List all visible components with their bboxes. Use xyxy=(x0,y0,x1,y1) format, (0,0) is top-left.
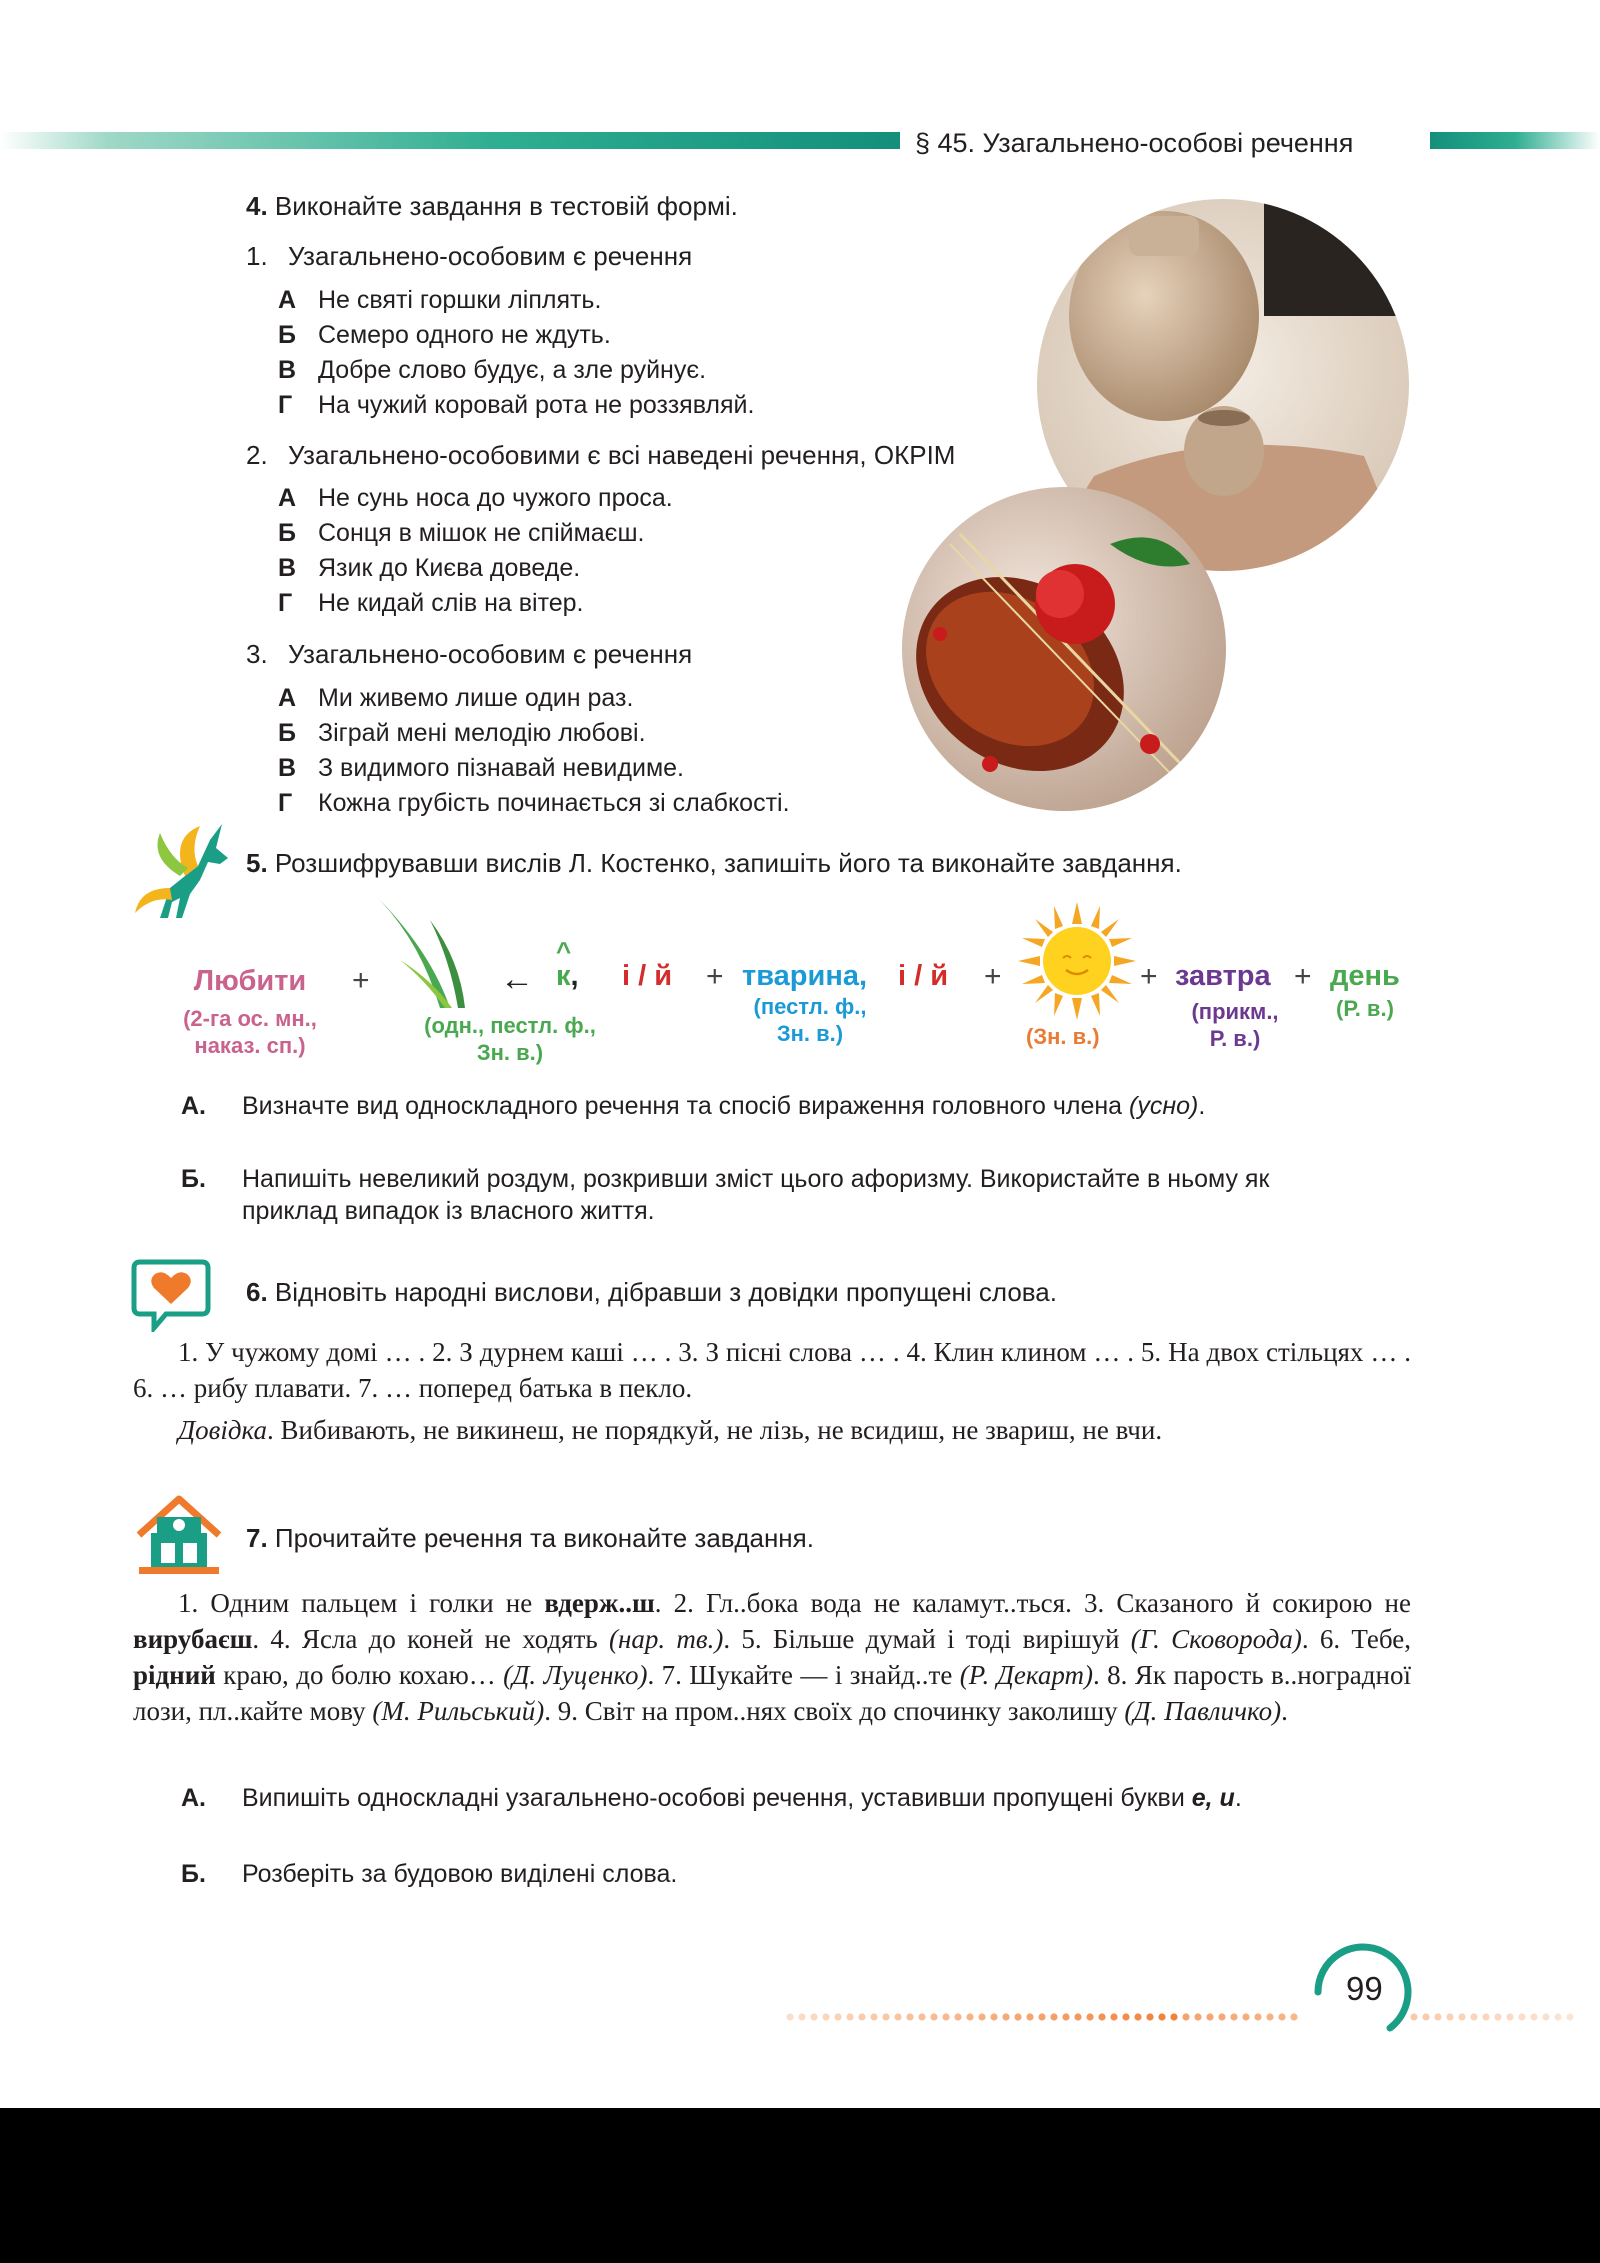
footer-dot xyxy=(1554,2013,1561,2020)
footer-dot xyxy=(966,2013,973,2020)
footer-dot xyxy=(1494,2013,1501,2020)
page-number: 99 xyxy=(1346,1970,1383,2007)
question-text: Узагальнено-особовим є речення xyxy=(288,241,693,271)
task-number: 4. xyxy=(246,191,268,221)
formula-ij-2: і / й xyxy=(898,960,949,992)
formula-plus: + xyxy=(352,964,370,997)
footer-dot xyxy=(786,2013,793,2020)
footer-dot xyxy=(1422,2013,1429,2020)
formula-hat: ^ xyxy=(556,936,572,966)
footer-dot xyxy=(1158,2013,1165,2020)
formula-animal: тварина, xyxy=(742,960,868,992)
formula-note-love: (2-га ос. мн., наказ. сп.) xyxy=(183,1006,317,1058)
task-6-body: 1. У чужому домі … . 2. З дурнем каші … . 3. З пісні слова … . 4. Клин клином … . 5. На двох стільцях … . 6. … рибу плавати. 7. … поперед батька в пекло. xyxy=(133,1337,1411,1403)
footer-dot xyxy=(1134,2013,1141,2020)
question-3: 3. Узагальнено-особовим є речення xyxy=(246,639,693,669)
footer-dot xyxy=(1182,2013,1189,2020)
formula-plus: + xyxy=(706,960,724,993)
question-1 xyxy=(246,240,692,272)
footer-dot xyxy=(1122,2013,1129,2020)
footer-dot xyxy=(858,2013,865,2020)
footer-dot xyxy=(1098,2013,1105,2020)
footer-dot xyxy=(1566,2013,1573,2020)
formula-day: день xyxy=(1330,960,1400,992)
option: В Добре слово будує, а зле руйнує. xyxy=(278,356,707,384)
header-decor-bar-right xyxy=(1430,132,1600,149)
option: Г Не кидай слів на вітер. xyxy=(278,589,584,617)
task-6-heading: 6. Відновіть народні вислови, дібравши з довідки пропущені слова. xyxy=(246,1277,1057,1307)
task-7-answer-b: Б. Розберіть за будовою виділені слова. xyxy=(181,1860,678,1888)
violin-photo xyxy=(900,484,1228,814)
formula-tomorrow: завтра xyxy=(1175,960,1271,992)
footer-dot xyxy=(1062,2013,1069,2020)
formula-word-love: Любити xyxy=(193,965,307,997)
option: В З видимого пізнавай невидиме. xyxy=(278,754,684,782)
footer-dot xyxy=(1266,2013,1273,2020)
footer-dot xyxy=(1146,2013,1153,2020)
task-prompt: Виконайте завдання в тестовій формі. xyxy=(274,191,738,221)
section-title: § 45. Узагальнено-особові речення xyxy=(915,128,1354,158)
footer-dot xyxy=(1230,2013,1237,2020)
footer-dot xyxy=(1218,2013,1225,2020)
option: А Ми живемо лише один раз. xyxy=(278,684,634,712)
task-6-help: Довідка. Вибивають, не викинеш, не порядкуй, не лізь, не всидиш, не звариш, не вчи. xyxy=(178,1415,1163,1445)
footer-dot xyxy=(1014,2013,1021,2020)
task-4-heading xyxy=(246,190,738,222)
footer-dot xyxy=(930,2013,937,2020)
unicorn-icon xyxy=(130,818,235,930)
footer-dot xyxy=(954,2013,961,2020)
formula-note-day: (Р. в.) xyxy=(1336,996,1394,1021)
scan-black-border xyxy=(0,2108,1600,2263)
footer-dot xyxy=(870,2013,877,2020)
option: А Не святі горшки ліплять. xyxy=(278,286,602,314)
footer-dot xyxy=(1458,2013,1465,2020)
footer-dot xyxy=(1446,2013,1453,2020)
footer-dot xyxy=(1110,2013,1117,2020)
footer-dot xyxy=(978,2013,985,2020)
footer-dot xyxy=(1170,2013,1177,2020)
house-icon xyxy=(133,1495,225,1577)
option: Г Кожна грубість починається зі слабкості. xyxy=(278,789,790,817)
task-7-heading: 7. Прочитайте речення та виконайте завдання. xyxy=(246,1523,814,1553)
formula-arrow: ← xyxy=(500,960,534,998)
task-5-heading: 5. Розшифрувавши вислів Л. Костенко, запишіть його та виконайте завдання. xyxy=(246,848,1182,878)
footer-dot xyxy=(906,2013,913,2020)
footer-dot xyxy=(1194,2013,1201,2020)
footer-dot xyxy=(1434,2013,1441,2020)
option: Г На чужий коровай рота не роззявляй. xyxy=(278,391,755,419)
footer-dot xyxy=(1530,2013,1537,2020)
footer-dot xyxy=(846,2013,853,2020)
footer-dot xyxy=(834,2013,841,2020)
option: Б Семеро одного не ждуть. xyxy=(278,321,611,349)
footer-dot xyxy=(1026,2013,1033,2020)
header-decor-bar xyxy=(0,132,900,149)
footer-dot xyxy=(810,2013,817,2020)
footer-dot xyxy=(990,2013,997,2020)
formula-plus: + xyxy=(1294,960,1312,993)
formula-note-tomorrow: (прикм., Р. в.) xyxy=(1191,999,1279,1051)
formula-note-sun: (Зн. в.) xyxy=(1026,1024,1100,1049)
footer-dot xyxy=(918,2013,925,2020)
task-5-answer-a: А. Визначте вид односкладного речення та спосіб вираження головного члена (усно). xyxy=(181,1092,1206,1120)
footer-dot xyxy=(1038,2013,1045,2020)
option: В Язик до Києва доведе. xyxy=(278,554,581,582)
footer-dot xyxy=(1086,2013,1093,2020)
footer-dot xyxy=(1074,2013,1081,2020)
footer-dot xyxy=(1290,2013,1297,2020)
footer-dot xyxy=(1002,2013,1009,2020)
formula-plus: + xyxy=(984,960,1002,993)
footer-dot xyxy=(1542,2013,1549,2020)
footer-decor-dots xyxy=(780,1940,1600,2040)
footer-dot xyxy=(1482,2013,1489,2020)
formula-plus: + xyxy=(1140,960,1158,993)
footer-dot xyxy=(1206,2013,1213,2020)
footer-dot xyxy=(822,2013,829,2020)
task-5-answer-b: Б. Напишіть невеликий роздум, розкривши зміст цього афоризму. Використайте в ньому як приклад випадок із власного життя. xyxy=(181,1165,1270,1225)
footer-dot xyxy=(894,2013,901,2020)
footer-dot xyxy=(1254,2013,1261,2020)
footer-dot xyxy=(1410,2013,1417,2020)
footer-dot xyxy=(1278,2013,1285,2020)
option: А Не сунь носа до чужого проса. xyxy=(278,484,673,512)
formula-note-animal: (пестл. ф., Зн. в.) xyxy=(753,994,867,1046)
task-7-answer-a: А. Випишіть односкладні узагальнено-особові речення, уставивши пропущені букви е, и. xyxy=(181,1784,1242,1812)
footer-dot xyxy=(882,2013,889,2020)
task-7-body: 1. Одним пальцем і голки не вдерж..ш. 2. Гл..бока вода не каламут..ться. 3. Сказаного й сокирою не вирубаєш. 4. Ясла до коней не ходять (нар. тв.). 5. Більше думай і тоді вирішуй (Г. Сковорода). 6. Тебе, рідний краю, до болю кохаю… (Д. Луценко). 7. Шукайте — і знайд..те (Р. Декарт). 8. Як парость в..ноградної лози, пл..кайте мову (М. Рильський). 9. Світ на пром..нях своїх до спочинку заколишу (Д. Павличко). xyxy=(133,1588,1411,1726)
grass-icon xyxy=(370,890,480,1010)
formula-k: к, xyxy=(556,960,579,992)
heart-chat-icon xyxy=(130,1258,212,1332)
footer-dot xyxy=(798,2013,805,2020)
footer-dot xyxy=(942,2013,949,2020)
sun-icon xyxy=(1018,902,1136,1020)
question-2: 2. Узагальнено-особовими є всі наведені речення, ОКРІМ xyxy=(246,440,956,470)
footer-dot xyxy=(1050,2013,1057,2020)
option: Б Сонця в мішок не спіймаєш. xyxy=(278,519,645,547)
formula-note-grass: (одн., пестл. ф., Зн. в.) xyxy=(424,1013,596,1065)
footer-dot xyxy=(1518,2013,1525,2020)
footer-dot xyxy=(1242,2013,1249,2020)
formula-ij: і / й xyxy=(622,960,673,992)
footer-dot xyxy=(1506,2013,1513,2020)
footer-dot xyxy=(1470,2013,1477,2020)
question-number: 1. xyxy=(246,241,268,271)
option: Б Зіграй мені мелодію любові. xyxy=(278,719,646,747)
